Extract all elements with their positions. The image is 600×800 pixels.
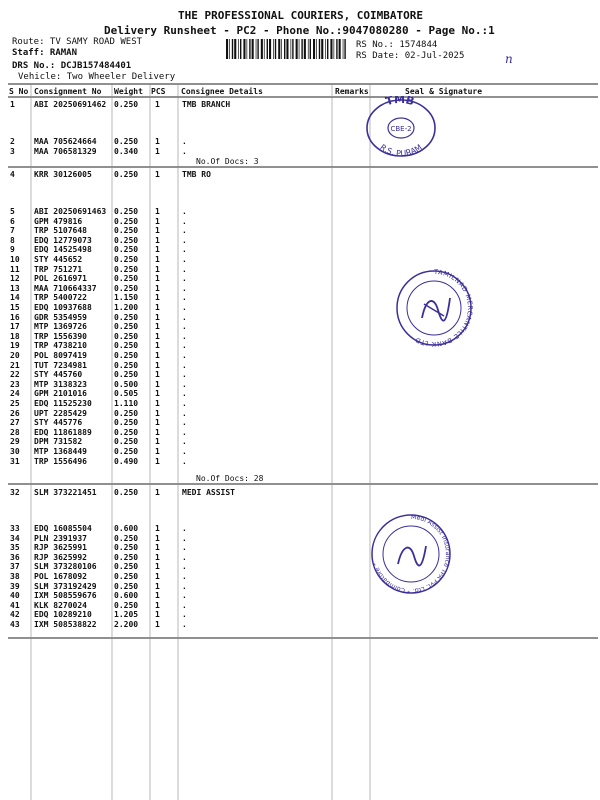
tmb-stamp-bottom: R.S. PURAM — [378, 142, 424, 158]
row-consignee: . — [182, 581, 187, 591]
row-consignment: IXM 508538822 — [34, 620, 97, 629]
row-consignee: . — [182, 600, 187, 610]
row-consignment: KRR 30126005 — [34, 170, 92, 179]
row-consignee: . — [182, 226, 187, 236]
tmb-stamp-top: TMB — [384, 96, 416, 109]
row-consignment: TRP 1556496 — [34, 456, 87, 466]
row-pcs: 1 — [155, 552, 160, 562]
row-pcs: 1 — [155, 147, 160, 156]
row-weight: 0.250 — [114, 562, 139, 572]
rs-number: RS No.: 1574844 — [356, 40, 438, 50]
row-weight: 0.250 — [114, 341, 139, 351]
row-sno: 23 — [10, 379, 20, 389]
row-consignment: SLM 373192429 — [34, 581, 97, 591]
row-sno: 18 — [10, 331, 20, 341]
row-consignment: SLM 373280106 — [34, 562, 97, 572]
row-consignment: POL 8097419 — [34, 351, 87, 360]
row-sno: 2 — [10, 137, 15, 146]
row-consignee: . — [182, 408, 187, 418]
row-weight: 0.340 — [114, 147, 139, 156]
row-sno: 33 — [10, 524, 20, 533]
row-weight: 0.490 — [114, 456, 139, 466]
row-consignment: POL 2616971 — [34, 274, 87, 284]
row-sno: 12 — [10, 274, 20, 284]
row-consignment: MAA 705624664 — [34, 137, 97, 146]
row-pcs: 1 — [155, 524, 160, 533]
row-pcs: 1 — [155, 293, 160, 303]
medi-assist-stamp — [368, 512, 454, 596]
row-consignee: . — [182, 341, 187, 351]
row-sno: 41 — [10, 600, 20, 610]
row-weight: 0.250 — [114, 312, 139, 322]
row-weight: 0.250 — [114, 351, 139, 360]
row-pcs: 1 — [155, 600, 160, 610]
row-pcs: 1 — [155, 303, 160, 312]
row-weight: 0.250 — [114, 255, 139, 264]
row-sno: 19 — [10, 341, 20, 351]
row-consignee: . — [182, 147, 187, 156]
row-sno: 15 — [10, 303, 20, 312]
row-sno: 20 — [10, 351, 20, 360]
staff-label: Staff: RAMAN — [12, 48, 78, 58]
row-consignee: . — [182, 447, 187, 456]
row-weight: 0.250 — [114, 427, 139, 437]
row-consignment: EDQ 10289210 — [34, 610, 92, 620]
row-consignment: EDQ 11525230 — [34, 399, 92, 408]
row-sno: 29 — [10, 437, 20, 447]
row-weight: 0.600 — [114, 524, 139, 533]
row-pcs: 1 — [155, 408, 160, 418]
row-sno: 42 — [10, 610, 20, 620]
row-weight: 0.250 — [114, 216, 139, 226]
row-weight: 0.250 — [114, 370, 139, 380]
tmb-branch-stamp — [356, 96, 446, 158]
row-pcs: 1 — [155, 351, 160, 360]
row-sno: 43 — [10, 620, 20, 629]
row-consignee: TMB BRANCH — [182, 100, 231, 109]
row-weight: 1.110 — [114, 399, 139, 408]
row-sno: 36 — [10, 552, 20, 562]
row-pcs: 1 — [155, 591, 160, 601]
row-pcs: 1 — [155, 427, 160, 437]
row-consignee: . — [182, 370, 187, 380]
row-consignment: EDQ 16085504 — [34, 524, 92, 533]
row-weight: 0.250 — [114, 137, 139, 146]
row-consignee: TMB RO — [182, 170, 211, 179]
row-consignee: . — [182, 456, 187, 466]
row-consignment: DPM 731582 — [34, 437, 83, 447]
row-consignee: . — [182, 620, 187, 629]
row-pcs: 1 — [155, 399, 160, 408]
row-consignee: . — [182, 552, 187, 562]
row-consignee: . — [182, 418, 187, 428]
row-consignment: RJP 3625992 — [34, 552, 87, 562]
row-weight: 0.250 — [114, 207, 139, 216]
svg-text:R.S. PURAM — [378, 143, 423, 158]
row-sno: 27 — [10, 418, 20, 428]
row-pcs: 1 — [155, 331, 160, 341]
row-sno: 21 — [10, 360, 20, 370]
row-weight: 0.500 — [114, 379, 139, 389]
runsheet-title: Delivery Runsheet - PC2 - Phone No.:9047080280 - Page No.:1 — [104, 24, 495, 37]
row-weight: 1.150 — [114, 293, 139, 303]
row-consignee: . — [182, 255, 187, 264]
row-pcs: 1 — [155, 274, 160, 284]
row-consignee: . — [182, 293, 187, 303]
route-label: Route: TV SAMY ROAD WEST — [12, 37, 143, 47]
row-sno: 24 — [10, 389, 20, 399]
row-pcs: 1 — [155, 620, 160, 629]
row-consignment: MAA 706581329 — [34, 147, 97, 156]
row-consignment: GPM 479816 — [34, 216, 83, 226]
row-weight: 0.250 — [114, 360, 139, 370]
row-weight: 0.250 — [114, 322, 139, 332]
row-consignment: GPM 2101016 — [34, 389, 87, 399]
row-consignment: EDQ 10937688 — [34, 303, 92, 312]
row-consignee: . — [182, 303, 187, 312]
group-total-2: No.Of Docs: 28 — [196, 474, 264, 483]
row-consignment: PLN 2391937 — [34, 533, 87, 543]
row-consignee: . — [182, 427, 187, 437]
row-consignment: MAA 710664337 — [34, 283, 97, 293]
row-pcs: 1 — [155, 572, 160, 581]
row-sno: 11 — [10, 264, 20, 274]
row-consignee: . — [182, 543, 187, 553]
row-weight: 2.200 — [114, 620, 139, 629]
bank-stamp — [394, 268, 474, 348]
row-pcs: 1 — [155, 533, 160, 543]
row-consignee: . — [182, 524, 187, 533]
row-sno: 14 — [10, 293, 20, 303]
row-sno: 37 — [10, 562, 20, 572]
row-pcs: 1 — [155, 379, 160, 389]
row-sno: 30 — [10, 447, 20, 456]
row-consignment: TUT 7234981 — [34, 360, 87, 370]
row-weight: 0.250 — [114, 226, 139, 236]
row-weight: 0.250 — [114, 581, 139, 591]
row-consignment: MTP 1369726 — [34, 322, 87, 332]
row-pcs: 1 — [155, 264, 160, 274]
row-consignment: GDR 5354959 — [34, 312, 87, 322]
row-weight: 0.505 — [114, 389, 139, 399]
row-pcs: 1 — [155, 360, 160, 370]
col-remarks: Remarks — [335, 87, 369, 96]
row-consignee: . — [182, 216, 187, 226]
row-sno: 3 — [10, 147, 15, 156]
row-weight: 0.250 — [114, 274, 139, 284]
row-pcs: 1 — [155, 255, 160, 264]
row-consignee: . — [182, 351, 187, 360]
rs-date: RS Date: 02-Jul-2025 — [356, 51, 465, 61]
row-consignee: . — [182, 207, 187, 216]
signature-scribble — [422, 298, 450, 321]
row-consignment: EDQ 14525498 — [34, 245, 92, 255]
row-consignment: STY 445776 — [34, 418, 83, 428]
row-sno: 6 — [10, 216, 15, 226]
row-consignee: . — [182, 360, 187, 370]
row-sno: 4 — [10, 170, 15, 179]
row-weight: 0.250 — [114, 408, 139, 418]
row-sno: 17 — [10, 322, 20, 332]
company-name: THE PROFESSIONAL COURIERS, COIMBATORE — [178, 9, 424, 22]
group-total-1: No.Of Docs: 3 — [196, 157, 259, 166]
row-weight: 1.205 — [114, 610, 139, 620]
row-consignee: . — [182, 235, 187, 245]
row-weight: 0.250 — [114, 572, 139, 581]
row-pcs: 1 — [155, 207, 160, 216]
row-pcs: 1 — [155, 437, 160, 447]
row-consignment: TRP 751271 — [34, 264, 83, 274]
row-weight: 0.250 — [114, 283, 139, 293]
row-consignee: . — [182, 274, 187, 284]
row-consignment: STY 445652 — [34, 255, 83, 264]
row-weight: 0.250 — [114, 170, 139, 179]
row-consignment: UPT 2285429 — [34, 408, 87, 418]
row-weight: 0.250 — [114, 488, 139, 497]
row-pcs: 1 — [155, 170, 160, 179]
row-pcs: 1 — [155, 216, 160, 226]
row-consignment: TRP 5400722 — [34, 293, 87, 303]
row-pcs: 1 — [155, 581, 160, 591]
row-sno: 26 — [10, 408, 20, 418]
row-sno: 32 — [10, 488, 20, 497]
row-consignee: . — [182, 322, 187, 332]
row-consignee: . — [182, 437, 187, 447]
row-sno: 39 — [10, 581, 20, 591]
row-pcs: 1 — [155, 456, 160, 466]
row-pcs: 1 — [155, 226, 160, 236]
row-pcs: 1 — [155, 322, 160, 332]
row-sno: 13 — [10, 283, 20, 293]
row-consignee: . — [182, 264, 187, 274]
drs-number: DRS No.: DCJB157484401 — [12, 61, 132, 71]
row-sno: 38 — [10, 572, 20, 581]
row-sno: 25 — [10, 399, 20, 408]
row-consignment: POL 1678092 — [34, 572, 87, 581]
row-weight: 0.250 — [114, 331, 139, 341]
row-sno: 5 — [10, 207, 15, 216]
tmb-stamp-center: CBE-2 — [390, 125, 412, 133]
col-seal: Seal & Signature — [405, 87, 483, 96]
row-consignment: ABI 20250691462 — [34, 100, 107, 109]
svg-text:TAMILNAD MERCANTILE BANK LTD — [414, 268, 474, 348]
row-consignee: . — [182, 562, 187, 572]
row-weight: 0.250 — [114, 533, 139, 543]
row-weight: 0.600 — [114, 591, 139, 601]
bank-stamp-text: TAMILNAD MERCANTILE BANK LTD — [413, 268, 474, 348]
row-sno: 22 — [10, 370, 20, 380]
row-consignee: . — [182, 533, 187, 543]
row-consignment: EDQ 12779073 — [34, 235, 92, 245]
row-sno: 28 — [10, 427, 20, 437]
row-pcs: 1 — [155, 312, 160, 322]
row-sno: 34 — [10, 533, 20, 543]
row-consignment: SLM 373221451 — [34, 488, 97, 497]
row-consignee: . — [182, 137, 187, 146]
svg-text:TMB — [384, 96, 416, 108]
row-sno: 9 — [10, 245, 15, 255]
row-sno: 16 — [10, 312, 20, 322]
row-pcs: 1 — [155, 447, 160, 456]
row-weight: 0.250 — [114, 600, 139, 610]
row-weight: 0.250 — [114, 447, 139, 456]
row-weight: 0.250 — [114, 235, 139, 245]
row-consignee: . — [182, 591, 187, 601]
row-consignee: . — [182, 399, 187, 408]
row-consignee: . — [182, 312, 187, 322]
row-weight: 0.250 — [114, 418, 139, 428]
col-weight: Weight — [114, 87, 143, 96]
row-consignee: . — [182, 283, 187, 293]
row-sno: 10 — [10, 255, 20, 264]
row-pcs: 1 — [155, 562, 160, 572]
col-consignment: Consignment No — [34, 87, 102, 96]
row-pcs: 1 — [155, 235, 160, 245]
row-pcs: 1 — [155, 488, 160, 497]
row-weight: 1.200 — [114, 303, 139, 312]
row-sno: 31 — [10, 456, 20, 466]
row-consignment: ABI 20250691463 — [34, 207, 107, 216]
row-consignee: MEDI ASSIST — [182, 488, 235, 497]
row-sno: 1 — [10, 100, 15, 109]
row-weight: 0.250 — [114, 264, 139, 274]
row-pcs: 1 — [155, 100, 160, 109]
row-weight: 0.250 — [114, 543, 139, 553]
row-consignment: EDQ 11861889 — [34, 427, 92, 437]
row-pcs: 1 — [155, 283, 160, 293]
row-weight: 0.250 — [114, 437, 139, 447]
row-pcs: 1 — [155, 137, 160, 146]
row-consignment: RJP 3625991 — [34, 543, 87, 553]
row-consignee: . — [182, 379, 187, 389]
row-consignee: . — [182, 331, 187, 341]
row-sno: 7 — [10, 226, 15, 236]
row-consignee: . — [182, 245, 187, 255]
row-sno: 35 — [10, 543, 20, 553]
col-sno: S No — [9, 87, 29, 96]
row-consignment: MTP 3138323 — [34, 379, 87, 389]
medi-signature-scribble — [398, 546, 426, 565]
row-consignment: TRP 1556390 — [34, 331, 87, 341]
row-pcs: 1 — [155, 610, 160, 620]
row-pcs: 1 — [155, 389, 160, 399]
row-weight: 0.250 — [114, 245, 139, 255]
row-sno: 8 — [10, 235, 15, 245]
row-consignment: TRP 5107648 — [34, 226, 87, 236]
row-consignment: MTP 1368449 — [34, 447, 87, 456]
row-consignee: . — [182, 572, 187, 581]
row-pcs: 1 — [155, 543, 160, 553]
row-pcs: 1 — [155, 341, 160, 351]
row-consignment: STY 445760 — [34, 370, 83, 380]
row-consignment: TRP 4738210 — [34, 341, 87, 351]
row-sno: 40 — [10, 591, 20, 601]
row-consignee: . — [182, 389, 187, 399]
row-weight: 0.250 — [114, 552, 139, 562]
col-pcs: PCS — [151, 87, 166, 96]
col-consignee: Consignee Details — [181, 87, 263, 96]
row-pcs: 1 — [155, 418, 160, 428]
row-pcs: 1 — [155, 245, 160, 255]
row-consignment: IXM 508559676 — [34, 591, 97, 601]
handwritten-mark: n — [505, 52, 513, 66]
row-consignment: KLK 8270024 — [34, 600, 87, 610]
row-weight: 0.250 — [114, 100, 139, 109]
row-pcs: 1 — [155, 370, 160, 380]
vehicle-label: Vehicle: Two Wheeler Delivery — [18, 72, 176, 82]
row-consignee: . — [182, 610, 187, 620]
medi-stamp-text: Medi Assist Insurance TPA Pvt. Ltd. * Coimbatore * — [372, 513, 451, 595]
